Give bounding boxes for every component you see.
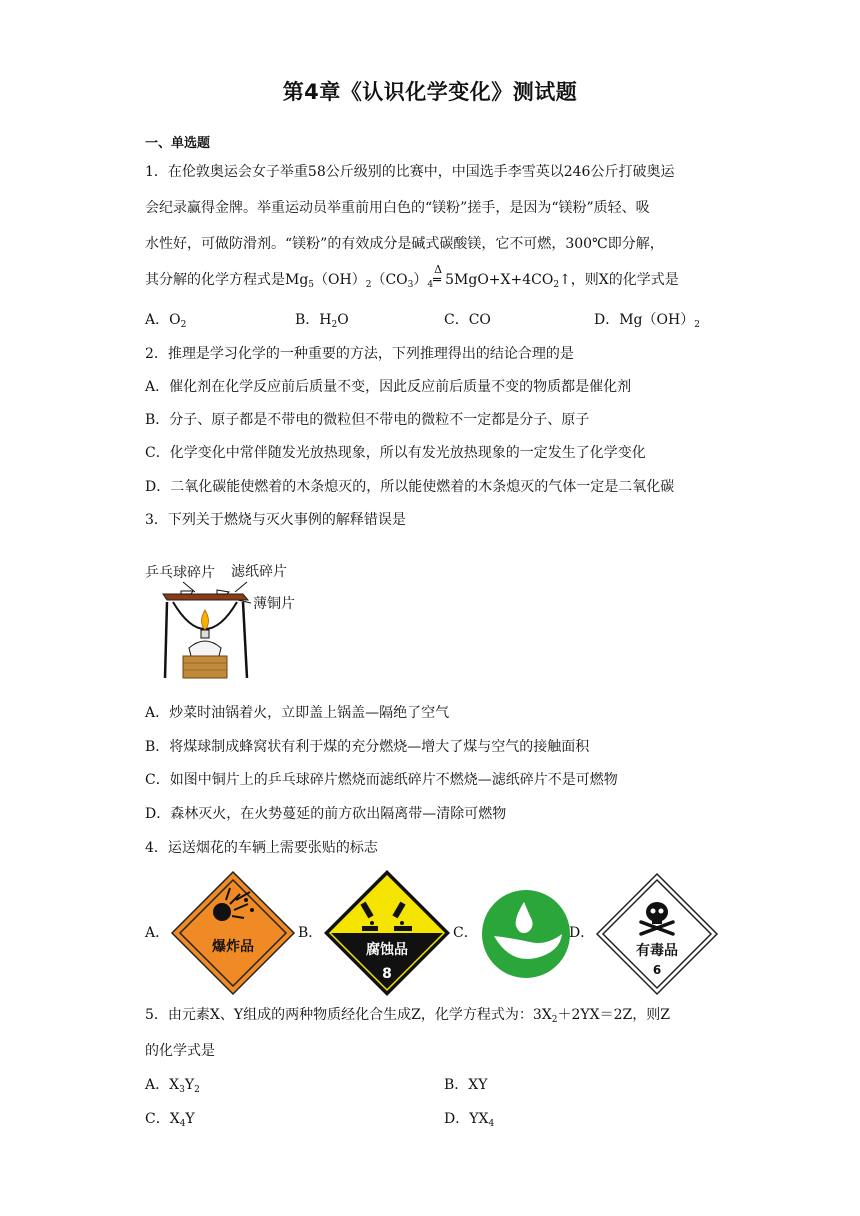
q5-line-1: 5．由元素X、Y组成的两种物质经化合生成Z，化学方程式为：$3X_2+2YX=2Z$，则Z — [145, 1007, 670, 1025]
page-title: 第4章《认识化学变化》测试题 — [282, 80, 578, 104]
label-filter-paper: 滤纸碎片 — [231, 564, 287, 580]
q4-option-a-letter: A． — [145, 925, 170, 941]
svg-text:爆炸品: 爆炸品 — [212, 939, 254, 955]
q5-line-2: 的化学式是 — [145, 1043, 215, 1059]
q1-equation-products: 5MgO+X+4CO — [445, 272, 554, 288]
q1-option-c: C．CO — [444, 312, 491, 328]
q2-option-b: B．分子、原子都是不带电的微粒但不带电的微粒不一定都是分子、原子 — [145, 412, 590, 428]
q2-option-a: A．催化剂在化学反应前后质量不变，因此反应前后质量不变的物质都是催化剂 — [145, 379, 632, 395]
q1-option-d: D．$Mg(OH)_2$ — [594, 312, 700, 330]
label-pingpong: 乒乓球碎片 — [145, 565, 215, 581]
q1-line-3: 水性好，可做防滑剂。“镁粉”的有效成分是碱式碳酸镁，它不可燃，300℃即分解， — [145, 236, 664, 252]
q3-option-b: B．将煤球制成蜂窝状有利于煤的充分燃烧—增大了煤与空气的接触面积 — [145, 739, 590, 755]
q2-option-d: D．二氧化碳能使燃着的木条熄灭的，所以能使燃着的木条熄灭的气体一定是二氧化碳 — [145, 479, 675, 495]
q5-option-d: D．$YX_4$ — [444, 1111, 495, 1129]
q3-option-a: A．炒菜时油锅着火，立即盖上锅盖—隔绝了空气 — [145, 705, 450, 721]
q2-stem: 2．推理是学习化学的一种重要的方法，下列推理得出的结论合理的是 — [145, 346, 574, 362]
water-saving-sign-icon — [480, 888, 572, 980]
q5-option-a: A．$X_3Y_2$ — [145, 1077, 200, 1095]
q1-line-4: 其分解的化学方程式是$Mg_5(OH)_2(CO_3)_4$ Δ ═ $5MgO+X+4CO_2↑$，则X的化学式是 — [145, 263, 679, 290]
q5-option-c: C．$X_4Y$ — [145, 1111, 195, 1129]
label-copper-sheet: 薄铜片 — [253, 596, 295, 612]
heat-equals-icon: Δ ═ — [433, 263, 443, 288]
q3-stem: 3．下列关于燃烧与灭火事例的解释错误是 — [145, 512, 406, 528]
svg-text:6: 6 — [652, 963, 662, 977]
toxic-sign-icon — [595, 872, 719, 996]
svg-text:有毒品: 有毒品 — [636, 943, 678, 959]
q1-equation-end: ↑，则X的化学式是 — [559, 272, 679, 288]
explosive-sign-icon — [170, 870, 296, 996]
q3-option-c: C．如图中铜片上的乒乓球碎片燃烧而滤纸碎片不燃烧—滤纸碎片不是可燃物 — [145, 772, 618, 788]
corrosive-sign-icon — [322, 868, 452, 998]
section-heading: 一、单选题 — [145, 136, 211, 151]
q5-option-b: B．XY — [444, 1077, 488, 1093]
q4-option-c-letter: C． — [453, 925, 478, 941]
q1-option-a: A．$O_2$ — [145, 312, 187, 330]
svg-text:8: 8 — [382, 966, 392, 982]
combustion-experiment-figure — [143, 560, 313, 682]
q4-stem: 4．运送烟花的车辆上需要张贴的标志 — [145, 840, 378, 856]
q3-option-d: D．森林灭火，在火势蔓延的前方砍出隔离带—清除可燃物 — [145, 806, 507, 822]
q1-line-1: 1．在伦敦奥运会女子举重58公斤级别的比赛中，中国选手李雪英以246公斤打破奥运 — [145, 164, 675, 180]
svg-text:腐蚀品: 腐蚀品 — [366, 942, 408, 958]
q4-option-b-letter: B． — [298, 925, 323, 941]
q1-option-b: B．$H_2O$ — [295, 312, 349, 330]
q1-equation-start: 其分解的化学方程式是Mg — [145, 272, 309, 288]
q1-line-2: 会纪录赢得金牌。举重运动员举重前用白色的“镁粉”搓手，是因为“镁粉”质轻、吸 — [145, 200, 650, 216]
copper-sheet — [163, 594, 248, 600]
q4-option-d-letter: D． — [569, 925, 595, 941]
q2-option-c: C．化学变化中常伴随发光放热现象，所以有发光放热现象的一定发生了化学变化 — [145, 445, 646, 461]
